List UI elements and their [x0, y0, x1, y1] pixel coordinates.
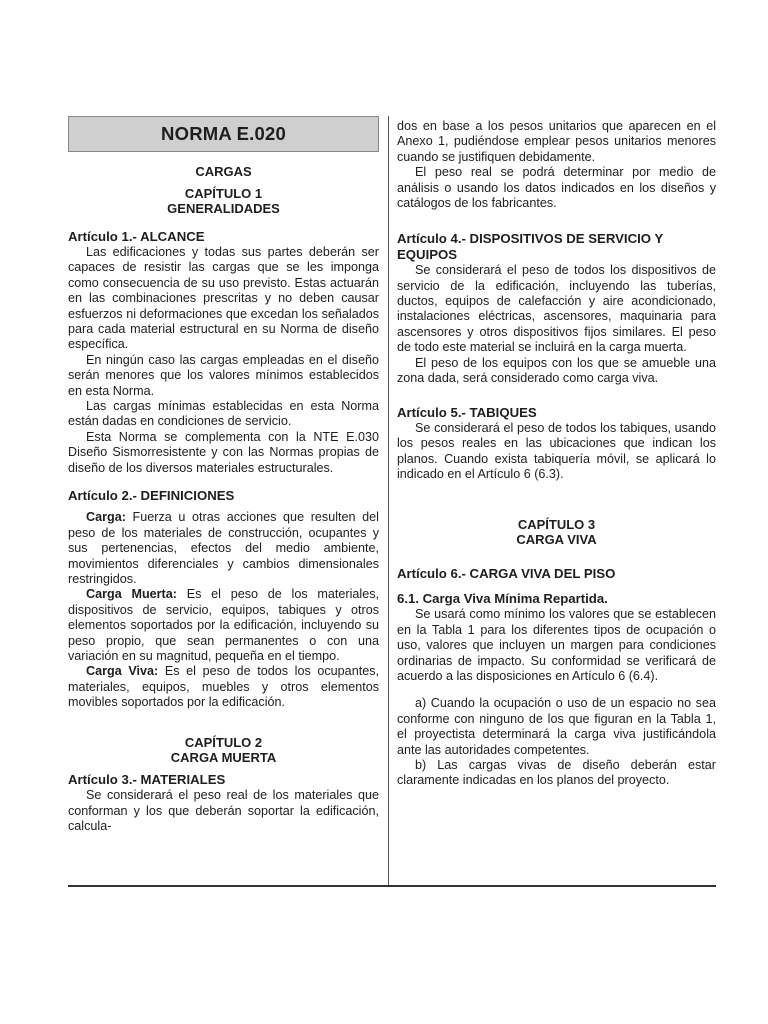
article3-number: Artículo 3.- [68, 771, 137, 787]
article5-title: TABIQUES [469, 404, 537, 420]
article1-paragraph-2: En ningún caso las cargas empleadas en el diseño serán menores que los valores mínimos establecidos en esta Norma. [68, 352, 379, 398]
definition-carga [68, 510, 379, 587]
right-column [397, 119, 716, 789]
definition-carga-muerta [68, 587, 379, 664]
definition-carga-viva-term: Carga Viva: [86, 664, 159, 679]
definition-carga-term: Carga: [86, 510, 126, 525]
section-6-1-title: 6.1. Carga Viva Mínima Repartida. [397, 590, 608, 606]
article2-number: Artículo 2.- [68, 488, 137, 503]
norm-title: NORMA E.020 [161, 123, 286, 145]
article5-number: Artículo 5.- [397, 404, 466, 420]
definition-carga-viva [68, 664, 379, 710]
article4-title: DISPOSITIVOS DE SERVICIO Y EQUIPOS [397, 231, 664, 262]
article3-heading [68, 772, 379, 787]
definition-carga-viva-text: Es el peso de todos los ocupantes, materiales, equipos, muebles y otros elementos movibles soportados por la edificación. [68, 664, 379, 710]
section-6-1-item-b: b) Las cargas vivas de diseño deberán estar claramente indicadas en los planos del proyecto. [397, 758, 716, 788]
chapter3-title: CAPÍTULO 3 [517, 516, 596, 532]
chapter2-subtitle: CARGA MUERTA [170, 750, 277, 766]
article3-title: MATERIALES [140, 771, 226, 787]
chapter1-title: CAPÍTULO 1 [184, 185, 263, 201]
article1-number: Artículo 1.- [68, 228, 137, 244]
continuation-paragraph-1: dos en base a los pesos unitarios que aparecen en el Anexo 1, pudiéndose emplear pesos unitarios menores cuando se justifiquen debidamente. [397, 119, 716, 164]
article1-title: ALCANCE [140, 228, 205, 244]
chapter2-title: CAPÍTULO 2 [184, 734, 263, 750]
article1-paragraph-1: Las edificaciones y todas sus partes deberán ser capaces de resistir las cargas que se les imponga como consecuencia de su uso previsto. Estas actuarán en las combinaciones prescritas y no deben causar esfuerzos ni deformaciones que excedan los señalados para cada material estructural en su Norma de diseño específica. [68, 244, 379, 352]
article5-heading [397, 405, 716, 420]
section-title: CARGAS [195, 164, 252, 179]
definition-carga-muerta-text: Es el peso de los materiales, dispositivos de servicio, equipos, tabiques y otros elementos soportados por la edificación, incluyendo su peso propio, que sean permanentes o con una variación en su magnitud, pequeña en el tiempo. [68, 587, 379, 664]
article6-heading [397, 566, 716, 581]
article1-heading [68, 229, 379, 244]
article4-paragraph-1: Se considerará el peso de todos los dispositivos de servicio de la edificación, incluyendo las tuberías, ductos, equipos de calefacción y aire acondicionado, instalaciones eléctricas, ascensores, maquinaria para ascensores y otros dispositivos fijos similares. El peso de todo este material se incluirá en la carga muerta. [397, 263, 716, 355]
section-6-1-paragraph: Se usará como mínimo los valores que se establecen en la Tabla 1 para los diferentes tipos de ocupación o uso, valores que incluyen un margen para condiciones ordinarias de impacto. Su conformidad se verificará de acuerdo a las disposiciones en Artículo 6 (6.4). [397, 607, 716, 683]
section-6-1-item-a: a) Cuando la ocupación o uso de un espacio no sea conforme con ninguno de los que figuran en la Tabla 1, el proyectista determinará la carga viva justificándola ante las autoridades competentes. [397, 696, 716, 757]
definition-carga-text: Fuerza u otras acciones que resulten del peso de los materiales de construcción, ocupantes y sus pertenencias, efectos del medio ambiente, movimientos diferenciales y cambios dimensionales restringidos. [68, 510, 379, 587]
article3-paragraph-1: Se considerará el peso real de los materiales que conforman y los que deberán soportar la edificación, calcula- [68, 788, 379, 833]
column-divider [388, 116, 389, 886]
norm-title-box [68, 116, 379, 152]
left-column [68, 116, 379, 834]
article5-paragraph-1: Se considerará el peso de todos los tabiques, usando los pesos reales en las ubicaciones que indican los planos. Cuando exista tabiquería móvil, se aplicará lo indicado en el Artículo 6 (6.3). [397, 420, 716, 482]
article1-paragraph-4: Esta Norma se complementa con la NTE E.030 Diseño Sismorresistente y con las Normas propias de diseño de los diversos materiales estructurales. [68, 429, 379, 475]
article4-number: Artículo 4.- [397, 231, 466, 247]
article2-heading [68, 488, 379, 503]
article6-number: Artículo 6.- [397, 565, 466, 581]
chapter1-subtitle: GENERALIDADES [167, 201, 280, 216]
article1-paragraph-3: Las cargas mínimas establecidas en esta Norma están dadas en condiciones de servicio. [68, 398, 379, 429]
definition-carga-muerta-term: Carga Muerta: [86, 587, 177, 602]
continuation-paragraph-2: El peso real se podrá determinar por medio de análisis o usando los datos indicados en los diseños y catálogos de los fabricantes. [397, 165, 716, 211]
article4-paragraph-2: El peso de los equipos con los que se amueble una zona dada, será considerado como carga viva. [397, 355, 716, 386]
bottom-rule [68, 885, 716, 887]
article4-heading [397, 231, 716, 262]
article6-title: CARGA VIVA DEL PISO [469, 565, 616, 581]
article2-title: DEFINICIONES [140, 488, 235, 503]
chapter3-subtitle: CARGA VIVA [516, 532, 597, 548]
